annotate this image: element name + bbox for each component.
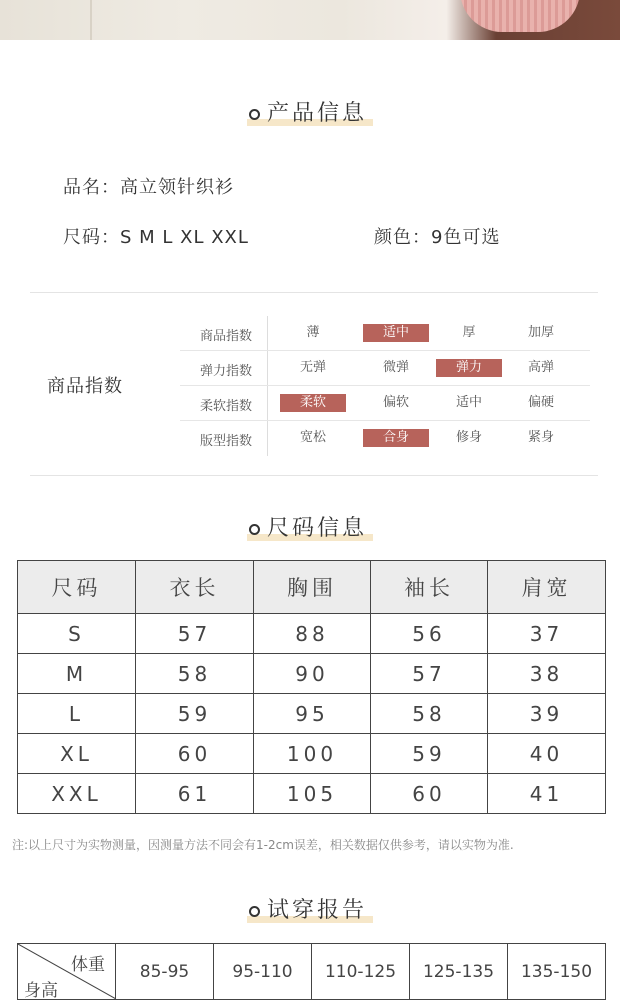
index-row-label: 版型指数	[200, 434, 253, 449]
size-header-cell: 袖长	[371, 561, 488, 614]
product-name: 品名：高立领针织衫	[63, 177, 234, 198]
trial-table-header	[18, 944, 606, 1000]
size-header-cell: 肩宽	[488, 561, 606, 614]
index-option-selected: 适中	[363, 324, 429, 342]
index-row	[180, 351, 590, 386]
size-header-cell: 胸围	[254, 561, 371, 614]
trial-weight-cell: 110-125	[312, 944, 410, 1000]
size-cell: 58	[136, 654, 254, 694]
trial-corner-weight: 体重	[71, 955, 105, 975]
size-cell: 90	[254, 654, 371, 694]
size-info-title	[0, 511, 620, 542]
trial-weight-cell: 125-135	[410, 944, 508, 1000]
size-cell: 57	[136, 614, 254, 654]
index-option: 无弹	[299, 360, 326, 375]
size-cell: L	[18, 694, 136, 734]
index-row	[180, 316, 590, 351]
table-row	[18, 614, 606, 654]
product-colors: 颜色：9色可选	[374, 227, 501, 248]
size-info-title-text: 尺码信息	[266, 516, 367, 541]
trial-weight-cell: 85-95	[116, 944, 214, 1000]
size-cell: 59	[136, 694, 254, 734]
index-option-selected: 合身	[363, 429, 429, 447]
garment-fold	[90, 0, 92, 40]
index-option: 宽松	[299, 430, 326, 445]
size-header-cell: 尺码	[18, 561, 136, 614]
size-cell: 37	[488, 614, 606, 654]
size-cell: 100	[254, 734, 371, 774]
size-cell: 58	[371, 694, 488, 734]
index-option: 微弹	[382, 360, 409, 375]
circle-bullet-icon	[249, 524, 260, 535]
index-option: 适中	[455, 395, 482, 410]
size-cell: XL	[18, 734, 136, 774]
index-option: 高弹	[527, 360, 554, 375]
index-option: 修身	[455, 430, 482, 445]
size-header-cell: 衣长	[136, 561, 254, 614]
size-table	[17, 560, 606, 814]
index-option: 偏软	[382, 395, 409, 410]
index-row	[180, 421, 590, 456]
trial-corner-cell	[18, 944, 116, 1000]
index-row	[180, 386, 590, 421]
table-row	[18, 694, 606, 734]
index-option: 薄	[306, 325, 320, 340]
divider	[30, 292, 598, 293]
size-cell: 60	[136, 734, 254, 774]
size-cell: 56	[371, 614, 488, 654]
index-row-label: 柔软指数	[200, 399, 253, 414]
product-photo-crop	[0, 0, 620, 40]
trial-table	[17, 943, 606, 1000]
size-cell: 38	[488, 654, 606, 694]
table-row	[18, 774, 606, 814]
size-cell: 95	[254, 694, 371, 734]
product-info-title-text: 产品信息	[266, 101, 367, 126]
size-cell: 105	[254, 774, 371, 814]
size-table-header	[18, 561, 606, 614]
size-cell: 57	[371, 654, 488, 694]
index-row-label: 商品指数	[200, 329, 253, 344]
size-cell: M	[18, 654, 136, 694]
index-block-label: 商品指数	[47, 376, 123, 397]
trial-weight-cell: 95-110	[214, 944, 312, 1000]
size-cell: 59	[371, 734, 488, 774]
product-sizes: 尺码：S M L XL XXL	[63, 227, 249, 248]
circle-bullet-icon	[249, 906, 260, 917]
table-row	[18, 734, 606, 774]
size-cell: 60	[371, 774, 488, 814]
circle-bullet-icon	[249, 109, 260, 120]
trial-corner-height: 身高	[24, 981, 58, 1001]
size-cell: S	[18, 614, 136, 654]
divider	[30, 475, 598, 476]
size-cell: 41	[488, 774, 606, 814]
size-cell: 88	[254, 614, 371, 654]
table-row	[18, 654, 606, 694]
trial-report-title-text: 试穿报告	[266, 898, 367, 923]
trial-weight-cell: 135-150	[508, 944, 606, 1000]
index-option: 偏硬	[527, 395, 554, 410]
index-option-selected: 弹力	[436, 359, 502, 377]
index-option-selected: 柔软	[280, 394, 346, 412]
index-option: 厚	[462, 325, 476, 340]
product-info-title	[0, 96, 620, 127]
size-cell: 39	[488, 694, 606, 734]
index-option: 紧身	[527, 430, 554, 445]
size-cell: 61	[136, 774, 254, 814]
size-note: 注:以上尺寸为实物测量，因测量方法不同会有1-2cm误差，相关数据仅供参考，请以实物为准.	[12, 838, 514, 852]
pink-knit-texture	[460, 0, 580, 32]
index-option: 加厚	[527, 325, 554, 340]
size-cell: XXL	[18, 774, 136, 814]
size-cell: 40	[488, 734, 606, 774]
trial-report-title	[0, 893, 620, 924]
index-row-label: 弹力指数	[200, 364, 253, 379]
